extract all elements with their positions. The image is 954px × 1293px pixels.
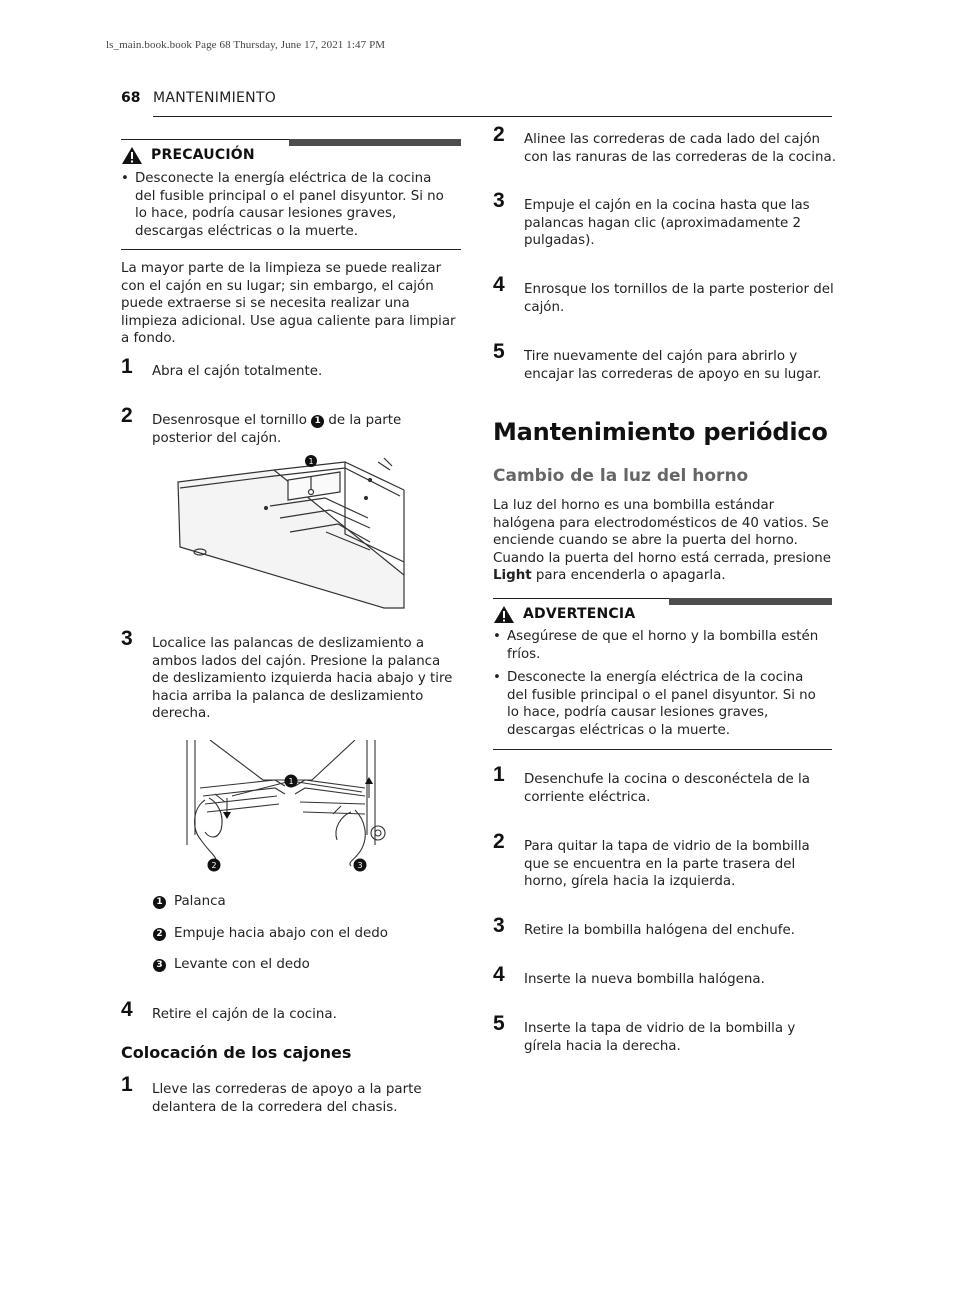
caution-bullet-text: Desconecte la energía eléctrica de la cocina del fusible principal o el panel disyuntor. Si no lo hace, podría causar lesiones graves, descargas eléctricas o la muerte. (135, 171, 444, 239)
caution-bottom-rule (121, 249, 461, 250)
step-number: 4 (121, 998, 133, 1021)
warning-top-line (493, 598, 669, 599)
step-text: Retire el cajón de la cocina. (152, 1007, 337, 1022)
intro-text: La mayor parte de la limpieza se puede realizar con el cajón en su lugar; sin embargo, el cajón puede extraerse si se necesita realizar una limpieza adicional. Use agua caliente para limpiar a fondo. (121, 261, 456, 347)
step-number: 1 (121, 1073, 133, 1096)
caution-top-line (121, 139, 289, 140)
step-number: 3 (493, 189, 505, 212)
legend-marker: 2 (153, 928, 166, 941)
step-number: 2 (493, 830, 505, 853)
section-title: MANTENIMIENTO (153, 90, 277, 106)
step-text: Tire nuevamente del cajón para abrirlo y encajar las correderas de apoyo en su lugar. (524, 349, 822, 382)
light-button-name: Light (493, 568, 532, 584)
light-paragraph-text (493, 497, 833, 585)
step-number: 3 (493, 914, 505, 937)
legend-text: Empuje hacia abajo con el dedo (174, 926, 388, 941)
intro-paragraph (121, 260, 461, 348)
warning-triangle-icon (121, 146, 143, 165)
step-number: 5 (493, 340, 505, 363)
legend-item-1 (153, 893, 453, 911)
step-text: Abra el cajón totalmente. (152, 364, 323, 379)
callout-marker-1-label: 1 (288, 777, 294, 786)
step-text-part: de la parte posterior del cajón. (152, 413, 402, 446)
step-text: Desenchufe la cocina o desconéctela de la corriente eléctrica. (524, 772, 810, 805)
legend-text: Levante con el dedo (174, 957, 310, 972)
step-text: Para quitar la tapa de vidrio de la bombilla que se encuentra en la parte trasera del horno, gírela hacia la izquierda. (524, 839, 810, 890)
step-text (152, 412, 460, 447)
legend-marker: 3 (153, 959, 166, 972)
callout-marker: 1 (311, 415, 324, 428)
step-text: Inserte la nueva bombilla halógena. (524, 972, 765, 987)
step-text-part: Desenrosque el tornillo (152, 413, 312, 428)
bullet-dot: • (493, 670, 501, 685)
step-number: 2 (121, 404, 133, 427)
step-number: 4 (493, 963, 505, 986)
header-rule (153, 116, 832, 117)
bullet-dot: • (121, 171, 129, 186)
warning-box (493, 598, 832, 753)
step-text: Retire la bombilla halógena del enchufe. (524, 923, 795, 938)
drawer-screw-illustration (170, 452, 410, 612)
caution-title: PRECAUCIÓN (151, 147, 255, 163)
step-text: Enrosque los tornillos de la parte posterior del cajón. (524, 282, 834, 315)
callout-marker-1-label: 1 (308, 457, 314, 466)
step-number: 4 (493, 273, 505, 296)
warning-triangle-icon (493, 605, 515, 624)
warning-bullet-text: Desconecte la energía eléctrica de la cocina del fusible principal o el panel disyuntor. Si no lo hace, podría causar lesiones graves, descargas eléctricas o la muerte. (507, 670, 816, 738)
maintenance-heading: Mantenimiento periódico (493, 418, 828, 446)
file-info-line: ls_main.book.book Page 68 Thursday, June 17, 2021 1:47 PM (106, 39, 386, 51)
callout-marker-2-label: 2 (211, 861, 217, 870)
step-text: Empuje el cajón en la cocina hasta que las palancas hagan clic (aproximadamente 2 pulgadas). (524, 198, 810, 249)
light-paragraph (493, 497, 833, 585)
warning-title: ADVERTENCIA (523, 606, 636, 622)
light-subheading: Cambio de la luz del horno (493, 466, 749, 486)
warning-bottom-rule (493, 749, 832, 750)
legend-marker: 1 (153, 896, 166, 909)
legend-text: Palanca (174, 894, 226, 909)
light-text-part: La luz del horno es una bombilla estándar halógena para electrodomésticos de 40 vatios. Se enciende cuando se abre la puerta del horno. Cuando la puerta del horno está cerrada, presione (493, 498, 831, 566)
step-number: 1 (493, 763, 505, 786)
step-text: Localice las palancas de deslizamiento a ambos lados del cajón. Presione la palanca de deslizamiento izquierda hacia abajo y tire hacia arriba la palanca de deslizamiento derecha. (152, 636, 453, 722)
light-text-part: para encenderla o apagarla. (531, 568, 726, 584)
step-text: Alinee las correderas de cada lado del cajón con las ranuras de las correderas de la cocina. (524, 132, 836, 165)
step-text: Inserte la tapa de vidrio de la bombilla y gírela hacia la derecha. (524, 1021, 796, 1054)
step-number: 5 (493, 1012, 505, 1035)
caution-bar (289, 139, 461, 146)
step-number: 2 (493, 123, 505, 146)
warning-bar (669, 598, 832, 605)
legend-item-2 (153, 925, 453, 943)
step-number: 1 (121, 355, 133, 378)
caution-box (121, 139, 461, 251)
bullet-dot: • (493, 629, 501, 644)
step-number: 3 (121, 627, 133, 650)
legend-item-3 (153, 956, 453, 974)
step-text: Lleve las correderas de apoyo a la parte delantera de la corredera del chasis. (152, 1082, 422, 1115)
page-number: 68 (121, 90, 141, 106)
slide-levers-illustration (165, 740, 400, 876)
placement-heading: Colocación de los cajones (121, 1043, 352, 1062)
callout-marker-3-label: 3 (357, 861, 363, 870)
warning-bullet-text: Asegúrese de que el horno y la bombilla estén fríos. (507, 629, 819, 662)
